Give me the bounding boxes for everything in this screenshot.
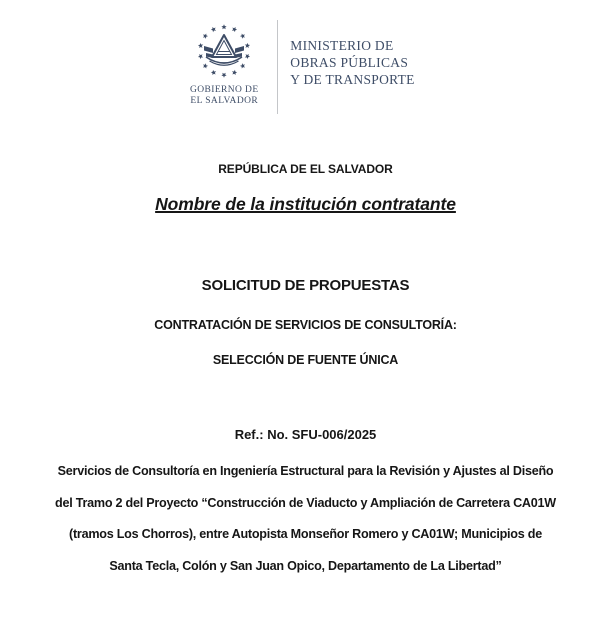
contract-type-heading: CONTRATACIÓN DE SERVICIOS DE CONSULTORÍA: (154, 318, 457, 332)
rfp-title: SOLICITUD DE PROPUESTAS (201, 277, 410, 294)
project-title-line: del Tramo 2 del Proyecto “Construcción de Viaducto y Ampliación de Carretera CA01W (55, 495, 556, 510)
project-title-line: Servicios de Consultoría en Ingeniería Estructural para la Revisión y Ajustes al Diseño (57, 464, 554, 478)
letterhead (0, 20, 603, 114)
ministry-name-line: OBRAS PÚBLICAS (290, 55, 409, 70)
republic-heading: REPÚBLICA DE EL SALVADOR (218, 162, 393, 176)
project-title-line: Santa Tecla, Colón y San Juan Opico, Departamento de La Libertad” (109, 558, 502, 573)
selection-method-heading: SELECCIÓN DE FUENTE ÚNICA (212, 353, 399, 367)
ministry-name-line: MINISTERIO DE (290, 38, 394, 53)
logo-caption (180, 85, 268, 107)
government-logo (180, 20, 268, 107)
logo-caption-line: GOBIERNO DE (190, 85, 259, 95)
project-title (8, 456, 603, 582)
project-title-line: (tramos Los Chorros), entre Autopista Monseñor Romero y CA01W; Municipios de (69, 527, 542, 541)
letterhead-divider (277, 20, 278, 114)
ministry-name-line: Y DE TRANSPORTE (290, 72, 415, 87)
ministry-name (290, 20, 414, 88)
reference-number: Ref.: No. SFU-006/2025 (234, 427, 377, 442)
logo-caption-line: EL SALVADOR (190, 96, 259, 106)
contracting-institution-placeholder: Nombre de la institución contratante (155, 194, 456, 214)
el-salvador-coat-of-arms-icon (195, 22, 253, 80)
